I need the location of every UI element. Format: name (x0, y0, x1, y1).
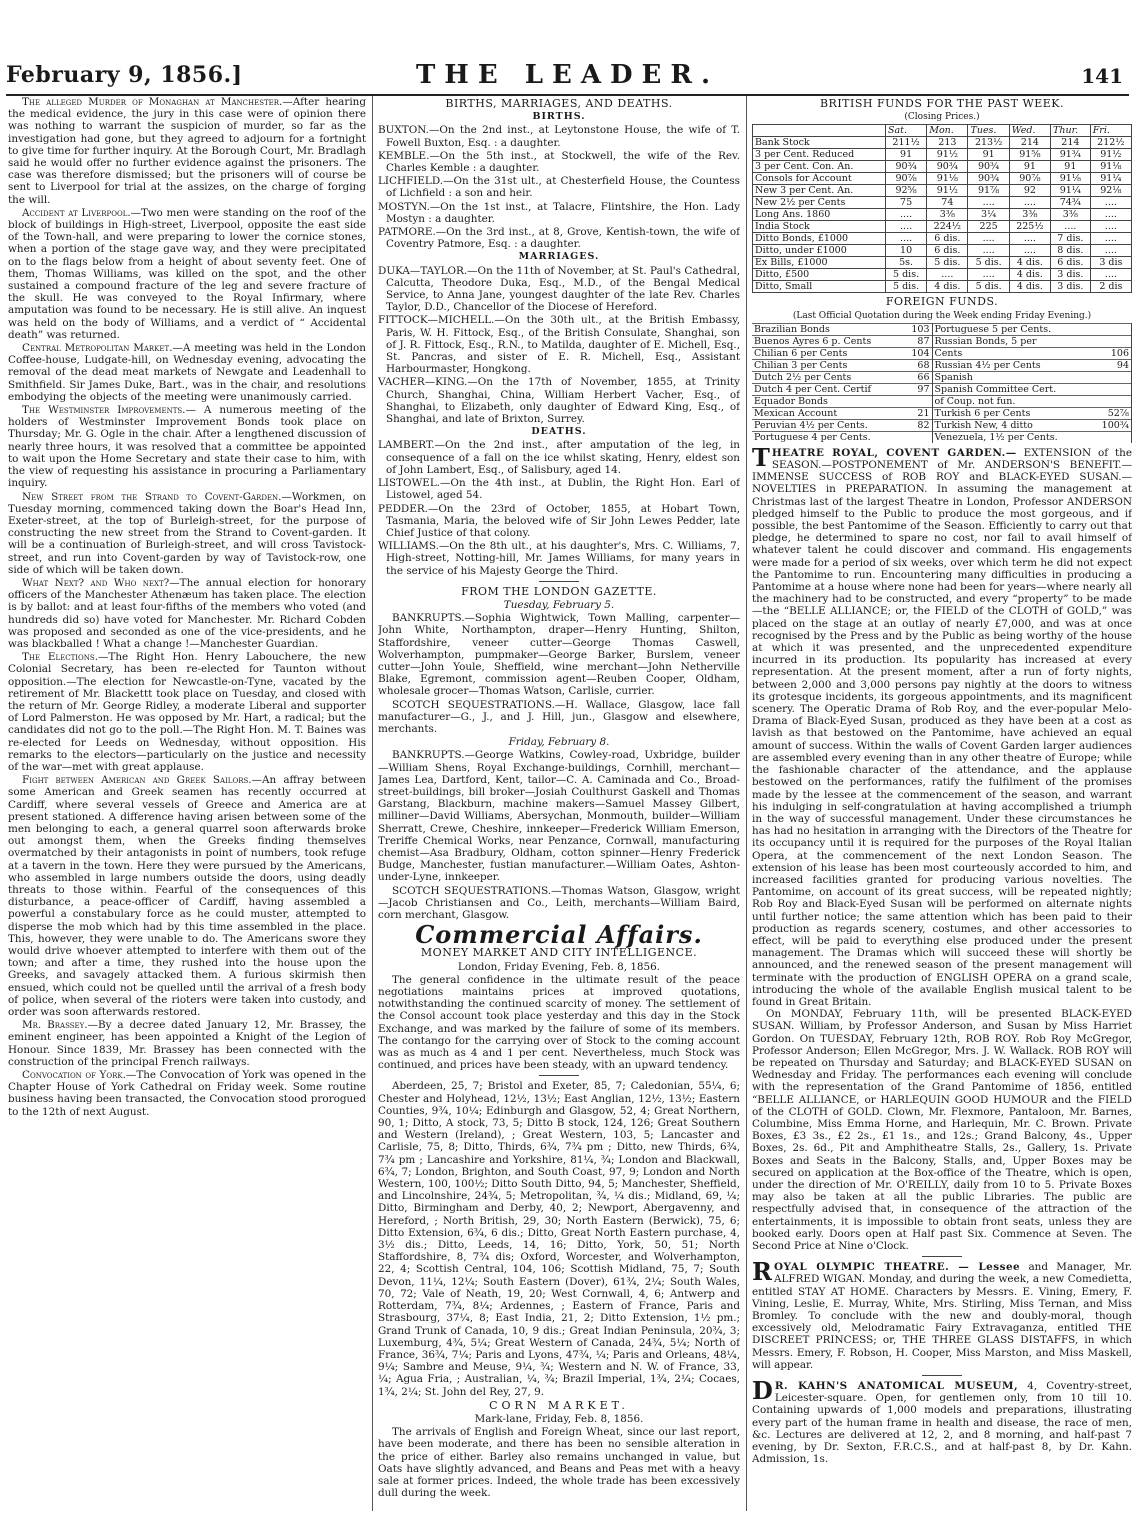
fund-price: 94 (1092, 359, 1132, 371)
article-heading: Central Metropolitan Market. (22, 342, 173, 355)
fund-price: 91½ (927, 185, 968, 197)
fund-name: Turkish New, 4 ditto (932, 419, 1092, 431)
death-notice: LISTOWEL.—On the 4th inst., at Dublin, the Right Hon. Earl of Listowel, aged 54. (378, 477, 740, 502)
fund-price: 91⅛ (1090, 161, 1131, 173)
marriage-notice: FITTOCK—MICHELL.—On the 30th ult., at the British Embassy, Paris, W. H. Fittock, Esq., of the British Consulate, Shanghai, son of J. R. Fittock, Esq., R.N., to Matilda, daughter of E. Michell, Esq., St. Pancras, and sister of E. R. Michell, Esq., Assistant Harbourmaster, Hongkong. (378, 314, 740, 376)
fund-price: .... (968, 245, 1009, 257)
british-funds-subtitle: (Closing Prices.) (904, 112, 980, 123)
table-row (753, 161, 1132, 173)
fund-price: 91 (1051, 161, 1091, 173)
separator (922, 1375, 962, 1376)
fund-name: Chilian 6 per Cents (752, 347, 904, 359)
article-text: —The annual election for honorary officers of the Manchester Athenæum has taken place. The election is by ballot: and at least four-fifths of the members who voted (and hundreds did so) have voted for Manchester. Mr. Richard Cobden was proposed and seconded as one of the vice-presidents, and he was blackballed ! What a change !—Manchester Guardian. (8, 576, 366, 650)
fund-name: Mexican Account (752, 407, 904, 419)
fund-price: 213 (927, 137, 968, 149)
news-article (8, 651, 366, 773)
fund-price: 8 dis. (1051, 245, 1091, 257)
article-text: —By a decree dated January 12, Mr. Brassey, the eminent engineer, has been appointed a Knight of the Legion of Honour. Since 1839, Mr. Brassey has been connected with the construction of the principal French railways. (8, 1019, 366, 1068)
table-header (753, 125, 1132, 137)
advert-covent-garden (752, 442, 1132, 1253)
advert-text: EXTENSION of the SEASON.—POSTPONEMENT of Mr. ANDERSON'S BENEFIT.—IMMENSE SUCCESS of ROB ROY and BLACK-EYED SUSAN.—NOVELTIES in PREPARATION. In assuming the management at Christmas last of the largest Theatre in London, Professor ANDERSON pledged himself to the Public to produce the most gorgeous, and if possible, the best Pantomime of the Season. Efficiently to carry out that pledge, he determined to spare no cost, nor fail to avail himself of whatever talent he could discover and command. His engagements were made for a period of six weeks, over which term he did not expect the Pantomime to run. Encountering many difficulties in producing a Pantomime at a house where none had been for years—where nearly all the machinery had to be constructed, and every “property” to be made—the “BELLE ALLIANCE; or, the FIELD of the CLOTH of GOLD,” was placed on the stage at an outlay of nearly £7,000, and was at once recognised by the Press and by the Public as being worthy of the house at which it was presented, and the unprecedented expenditure incurred in its production. Its popularity has increased at every representation. At the present moment, after a run of forty nights, between 2,000 and 3,000 persons pay nightly at the doors to witness its grotesque incidents, its gorgeous appointments, and its magnificent scenery. The Operatic Drama of Rob Roy, and the ever-popular Melo-Drama of Black-Eyed Susan, produced as they have been at a cost as lavish as that bestowed on the Pantomime, have achieved an equal amount of success. Within the walls of Covent Garden larger audiences are assembled every evening than in any other theatre of Europe; while the fashionable character of the attendance, and the applause bestowed on the performances, ratify the fulfilment of the promises made by the lessee at the commencement of the season, and warrant his indulging in self-congratulation at having accomplished a triumph in the way of successful management. Under these circumstances he has had no hesitation in arranging with the Directors of the Theatre for its occupancy until it is required for the purposes of the Royal Italian Opera, at the commencement of the next London Season. The extension of his lease has been most courteously accorded to him, and increased facilities granted for producing various novelties. The Pantomime, on account of its great success, will be repeated nightly; Rob Roy and Black-Eyed Susan will be performed on alternate nights until further notice; the same attention which has been paid to their production as regards scenery, costumes, and other accessories to effect, will be paid to everything else produced under the present management. The Dramas which will succeed these will shortly be announced, and the renewed season of the present management will terminate with the production of ENGLISH OPERA on a grand scale, introducing the whole of the available English musical talent to be found in Great Britain. (752, 446, 1132, 1008)
fund-name: Ditto, £500 (753, 269, 886, 281)
fund-price (1092, 371, 1132, 383)
fund-price: .... (1009, 245, 1050, 257)
gazette-bankrupts: BANKRUPTS.—George Watkins, Cowley-road, Uxbridge, builder—William Shens, Royal Exchange-buildings, Cornhill, merchant—James Lea, Dartford, Kent, tailor—C. A. Caminada and Co., Broad-street-buildings, bill broker—Josiah Coulthurst Gaskell and Thomas Garstang, Blackburn, machine makers—Samuel Massey Gilbert, milliner—David Williams, Abersychan, Monmouth, builder—William Sherratt, Crewe, Cheshire, innkeeper—Frederick William Emerson, Treriffe Chemical Works, near Penzance, Cornwall, manufacturing chemist—Asa Bradbury, Oldham, cotton spinner—Henry Frederick Budge, Manchester, fustian manufacturer.—William Oates, Ashton-under-Lyne, innkeeper. (378, 749, 740, 884)
table-row (752, 419, 1132, 431)
article-text: —Two men were standing on the roof of the block of buildings in High-street, Liverpool, opposite the east side of the Town-hall, and were preparing to lower the cornice stones, when a portion of the stage gave way, and they were precipitated on to the flags below from a height of about seventy feet. One of them, Thomas Williams, was killed on the spot, and the other sustained a compound fracture of the leg and severe fracture of the skull. He was conveyed to the Royal Infirmary, where amputation was found to be necessary. He is still alive. An inquest was held on the body of Williams, and a verdict of “ Accidental death” was returned. (8, 206, 366, 341)
fund-price: 91 (1009, 161, 1050, 173)
fund-price: 214 (1009, 137, 1050, 149)
table-row (753, 281, 1132, 293)
money-market-text: The general confidence in the ultimate result of the peace negotiations maintains prices at improved quotations, notwithstanding the continued scarcity of money. The settlement of the Consol account took place yesterday and this day in the Stock Exchange, and was marked by the failure of some of its members. The contango for the carrying over of Stock to the coming account was as much as 4 and 1 per cent. Nevertheless, much Stock was continued, and prices have been steady, with an upward tendency. (378, 973, 740, 1072)
fund-name: Ditto Bonds, £1000 (753, 233, 886, 245)
fund-price: 90¾ (927, 161, 968, 173)
gazette-date: Friday, February 8. (508, 736, 610, 749)
fund-price: 91 (968, 149, 1009, 161)
fund-name: 3 per Cent. Con. An. (753, 161, 886, 173)
fund-price: .... (1051, 221, 1091, 233)
column-header: Wed. (1009, 125, 1050, 137)
birth-notice: LICHFIELD.—On the 31st ult., at Chesterfield House, the Countess of Lichfield : a son and heir. (378, 175, 740, 200)
table-row (752, 431, 1132, 443)
fund-price (904, 431, 932, 443)
fund-price: 91½ (927, 149, 968, 161)
fund-price (904, 395, 932, 407)
fund-price: 3 dis. (1051, 269, 1091, 281)
column-header: Fri. (1090, 125, 1131, 137)
deaths-list (378, 439, 740, 576)
fund-name: Spanish Committee Cert. (932, 383, 1092, 395)
fund-name: Consols for Account (753, 173, 886, 185)
fund-price: 91½ (1090, 149, 1131, 161)
article-heading: The Westminster Improvements. (22, 404, 186, 417)
marriages-list (378, 265, 740, 426)
separator (539, 581, 579, 582)
separator (539, 1075, 579, 1076)
fund-price: 212½ (1090, 137, 1131, 149)
column-header: Mon. (927, 125, 968, 137)
marriage-notice: VACHER—KING.—On the 17th of November, 1855, at Trinity Church, Shanghai, China, William Herbert Vacher, Esq., of Shanghai, to Elizabeth, only daughter of Edward King, Esq., of Shanghai, and late of Brixton, Surrey. (378, 376, 740, 426)
railway-prices: Aberdeen, 25, 7; Bristol and Exeter, 85, 7; Caledonian, 55¼, 6; Chester and Holyhead, 12½, 13½; East Anglian, 12½, 13½; Eastern Counties, 9¾, 10¼; Edinburgh and Glasgow, 52, 4; Great Northern, 90, 1; Ditto, A stock, 73, 5; Ditto B stock, 124, 126; Great Southern and Western (Ireland), ; Great Western, 103, 5; Lancaster and Carlisle, 75, 8; Ditto, Thirds, 6¾, 7¾ pm ; Ditto, new Thirds, 6¾, 7¾ pm ; Lancashire and Yorkshire, 81¼, ¾; London and Blackwall, 6¾, 7; London, Brighton, and South Coast, 97, 9; London and North Western, 100, 100½; Ditto South Ditto, 94, 5; Manchester, Sheffield, and Lincolnshire, 24¾, 5; Metropolitan, ¾, ¼ dis.; Midland, 69, ¼; Ditto, Birmingham and Derby, 40, 2; Newport, Abergavenny, and Hereford, ; North British, 29, 30; North Eastern (Berwick), 75, 6; Ditto Extension, 6¾, 6 dis.; Ditto, Great North Eastern purchase, 4, 3½ dis.; Ditto, Leeds, 14, 16; Ditto, York, 50, 51; North Staffordshire, 8, 7¾ dis; Oxford, Worcester, and Wolverhampton, 22, 4; Scottish Central, 104, 106; Scottish Midland, 75, 7; South Devon, 11¼, 12¼; South Eastern (Dover), 61¾, 2¼; South Wales, 70, 72; Vale of Neath, 19, 20; West Cornwall, 4, 6; Antwerp and Rotterdam, 7¾, 8¼; Ardennes, ; Eastern of France, Paris and Strasbourg, 37¼, 8; East India, 21, 2; Ditto Extension, 1½ pm.; Grand Trunk of Canada, 10, 9 dis.; Great Indian Peninsula, 20¾, 3; Luxemburg, 4¾, 5¼; Great Western of Canada, 24¾, 5¼; North of France, 36¾, 7¼; Paris and Lyons, 47¾, ¼; Paris and Orleans, 48¼, 9¼; Sambre and Meuse, 9¼, ¾; Western and N. W. of France, 33, ¼; Agua Fria, ; Australian, ¼, ¾; Brazil Imperial, 1¾, 2¼; Cocaes, 1¾, 2¼; St. John del Rey, 27, 9. (378, 1080, 740, 1398)
table-row (753, 245, 1132, 257)
deaths-heading: DEATHS. (531, 426, 587, 438)
drop-cap: T (752, 442, 770, 472)
fund-price: 3 dis (1090, 257, 1131, 269)
fund-price: 74 (927, 197, 968, 209)
fund-price: 5 dis. (885, 269, 926, 281)
foreign-funds-table (752, 323, 1132, 443)
birth-notice: PATMORE.—On the 3rd inst., at 8, Grove, Kentish-town, the wife of Coventry Patmore, Esq. : a daughter. (378, 226, 740, 251)
fund-price: .... (1090, 245, 1131, 257)
article-text: —The Convocation of York was opened in the Chapter House of York Cathedral on Friday week. Some routine business having been transacted, the Convocation stood prorogued to the 12th of next August. (8, 1069, 366, 1118)
table-row (753, 137, 1132, 149)
advert-text: On MONDAY, February 11th, will be presented BLACK-EYED SUSAN. William, by Professor Anderson, and Susan by Miss Harriet Gordon. On TUESDAY, February 12th, ROB ROY. Rob Roy McGregor, Professor Anderson; Ellen McGregor, Mrs. J. W. Wallack. ROB ROY will be repeated on Thursday and Saturday; and BLACK-EYED SUSAN on Wednesday and Friday. The performances each evening will conclude with the representation of the Grand Pantomime of 1856, entitled “BELLE ALLIANCE, or HARLEQUIN GOOD HUMOUR and the FIELD of the CLOTH of GOLD. Clown, Mr. Flexmore, Pantaloon, Mr. Barnes, Columbine, Miss Emma Horne, and Harlequin, Mr. C. Brown. Private Boxes, £3 3s., £2 2s., £1 1s., and 12s.; Grand Balcony, 4s., Upper Boxes, 2s. 6d., Pit and Amphitheatre Stalls, 2s., Gallery, 1s. Private Boxes and Seats in the Balcony, Stalls, and, Upper Boxes may be secured on application at the Box-office of the Theatre, which is open, under the direction of Mr. O'REILLY, daily from 10 to 5. Private Boxes may also be taken at all the public Libraries. The public are respectfully advised that, in consequence of the attraction of the entertainments, it is impossible to obtain front seats, unless they are booked early. Doors open at Half past Six. Commence at Seven. The Second Price at Nine o'Clock. (752, 1008, 1132, 1253)
news-article (8, 207, 366, 341)
fund-price (1092, 323, 1132, 335)
article-text: — A numerous meeting of the holders of Westminster Improvement Bonds took place on Thursday; Mr. G. Ogle in the chair. After a lengthened discussion of nearly three hours, it was resolved that a committee be appointed to wait upon the Home Secretary and state their case to him, with the view of requesting his assistance in procuring a Parliamentary inquiry. (8, 404, 366, 490)
fund-price: 4 dis. (1009, 281, 1050, 293)
advert-heading: OYAL OLYMPIC THEATRE. — Lessee (773, 1261, 1021, 1274)
table-row (752, 407, 1132, 419)
fund-price: 92⅝ (885, 185, 926, 197)
fund-price: .... (1090, 209, 1131, 221)
table-row (752, 335, 1132, 347)
column-notices (378, 96, 740, 1515)
fund-price (1092, 395, 1132, 407)
fund-price: 68 (904, 359, 932, 371)
article-heading: The Elections. (22, 651, 99, 664)
fund-name: Buenos Ayres 6 p. Cents (752, 335, 904, 347)
fund-name: of Coup. not fun. (932, 395, 1092, 407)
money-market-title: MONEY MARKET AND CITY INTELLIGENCE. (420, 946, 698, 960)
fund-name: Long Ans. 1860 (753, 209, 886, 221)
column-header: Tues. (968, 125, 1009, 137)
issue-date: February 9, 1856.] (6, 62, 243, 88)
table-row (752, 371, 1132, 383)
fund-price: 87 (904, 335, 932, 347)
british-funds-table (752, 124, 1132, 293)
fund-price: 75 (885, 197, 926, 209)
fund-name: Dutch 4 per Cent. Certif (752, 383, 904, 395)
money-market-date: London, Friday Evening, Feb. 8, 1856. (457, 960, 661, 973)
fund-name: Equador Bonds (752, 395, 904, 407)
fund-name: Ditto, Small (753, 281, 886, 293)
fund-price: 100¾ (1092, 419, 1132, 431)
masthead (6, 60, 1129, 96)
marriages-heading: MARRIAGES. (518, 251, 600, 263)
birth-notice: KEMBLE.—On the 5th inst., at Stockwell, the wife of the Rev. Charles Kemble : a daughter. (378, 149, 740, 175)
corn-market-title: CORN MARKET. (489, 1398, 629, 1412)
fund-price: 92 (1009, 185, 1050, 197)
fund-price: 52⅞ (1092, 407, 1132, 419)
fund-price: 104 (904, 347, 932, 359)
fund-price: 90¾ (885, 161, 926, 173)
corn-market-date: Mark-lane, Friday, Feb. 8, 1856. (474, 1412, 644, 1425)
advert-heading: HEATRE ROYAL, COVENT GARDEN.— (771, 446, 1017, 459)
fund-name: Ditto, under £1000 (753, 245, 886, 257)
article-heading: Accident at Liverpool. (22, 206, 131, 219)
fund-price: 92⅛ (1090, 185, 1131, 197)
article-heading: New Street from the Strand to Covent-Garden. (22, 490, 282, 503)
fund-price: 66 (904, 371, 932, 383)
fund-price: .... (1090, 233, 1131, 245)
gazette-sequestrations: SCOTCH SEQUESTRATIONS.—H. Wallace, Glasgow, lace fall manufacturer—G., J., and J. Hill, jun., Glasgow and elsewhere, merchants. (378, 698, 740, 735)
fund-price: 3⅜ (1051, 209, 1091, 221)
fund-price: 225 (968, 221, 1009, 233)
fund-price: .... (885, 221, 926, 233)
fund-price: 225½ (1009, 221, 1050, 233)
fund-name: Bank Stock (753, 137, 886, 149)
fund-price: .... (885, 233, 926, 245)
gazette-title: FROM THE LONDON GAZETTE. (461, 584, 657, 598)
column-news (8, 96, 366, 1515)
fund-price: 3⅜ (1009, 209, 1050, 221)
birth-notice: MOSTYN.—On the 1st inst., at Talacre, Flintshire, the Hon. Lady Mostyn : a daughter. (378, 200, 740, 225)
death-notice: PEDDER.—On the 23rd of October, 1855, at Hobart Town, Tasmania, Maria, the beloved wife of Sir John Lewes Pedder, late Chief Justice of that colony. (378, 502, 740, 539)
fund-price: 91⅛ (1051, 173, 1091, 185)
fund-name: New 3 per Cent. An. (753, 185, 886, 197)
table-row (752, 347, 1132, 359)
newspaper-title: THE LEADER. (415, 60, 720, 90)
fund-price: 106 (1092, 347, 1132, 359)
page-number: 141 (1081, 64, 1123, 88)
news-article (8, 96, 366, 206)
foreign-funds-subtitle: (Last Official Quotation during the Week ending Friday Evening.) (792, 310, 1092, 321)
table-row (753, 221, 1132, 233)
fund-price: 4 dis. (927, 281, 968, 293)
foreign-funds-title: FOREIGN FUNDS. (885, 295, 999, 309)
table-row (753, 209, 1132, 221)
fund-name: Russian Bonds, 5 per (932, 335, 1092, 347)
fund-price: 90¾ (968, 173, 1009, 185)
fund-price: 21 (904, 407, 932, 419)
fund-name: Brazilian Bonds (752, 323, 904, 335)
table-row (753, 269, 1132, 281)
fund-name: Turkish 6 per Cents (932, 407, 1092, 419)
advert-heading: R. KAHN'S ANATOMICAL MUSEUM, (774, 1380, 1019, 1393)
fund-price: 103 (904, 323, 932, 335)
fund-name: Peruvian 4½ per Cents. (752, 419, 904, 431)
fund-price: 90¾ (968, 161, 1009, 173)
article-heading: What Next? and Who next? (22, 576, 170, 589)
fund-price: .... (1090, 221, 1131, 233)
fund-price: 4 dis. (1009, 257, 1050, 269)
fund-price: 211½ (885, 137, 926, 149)
fund-price: .... (1009, 197, 1050, 209)
column-header: Thur. (1051, 125, 1091, 137)
fund-price: .... (1090, 269, 1131, 281)
article-text: —An affray between some American and Greek seamen has recently occurred at Cardiff, where several vessels of Greece and America are at present stationed. A difference having arisen between some of the men belonging to each, a general quarrel soon afterwards broke out amongst them, when the Greeks finding themselves overmatched by their antagonists in point of numbers, took refuge at a tavern in the town. Here they were pursued by the Americans, who assembled in large numbers outside the doors, using deadly threats to those within. Fearful of the consequences of this disturbance, a peace-officer of Cardiff, having assembled a powerful a constabulary force as he could muster, attempted to disperse the mob which had by this time assembled in the place. This, however, they were unable to do. The Americans swore they would drive whoever attempted to interfere with them out of the town; and after a time, they rushed into the house upon the Greeks, and savagely attacked them. A furious skirmish then ensued, which could not be quelled until the arrival of a fresh body of police, when several of the rioters were taken into custody, and order was soon afterwards restored. (8, 774, 366, 1019)
corn-market-text: The arrivals of English and Foreign Wheat, since our last report, have been moderate, and there has been no sensible alteration in the price of either. Barley also remains unchanged in value, but Oats have slightly advanced, and Beans and Peas met with a heavy sale at former prices. Indeed, the whole trade has been excessively dull during the week. (378, 1426, 740, 1500)
fund-name: 3 per Cent. Reduced (753, 149, 886, 161)
article-heading: Mr. Brassey. (22, 1019, 88, 1032)
fund-price: 10 (885, 245, 926, 257)
fund-price: 91¾ (1051, 149, 1091, 161)
table-row (753, 233, 1132, 245)
fund-price: 6 dis. (1051, 257, 1091, 269)
fund-price (1092, 383, 1132, 395)
fund-price: 3 dis. (1051, 281, 1091, 293)
column-header (753, 125, 886, 137)
fund-price: 91¼ (1090, 173, 1131, 185)
fund-price: 91⅛ (927, 173, 968, 185)
fund-price: .... (1090, 197, 1131, 209)
fund-name: Spanish (932, 371, 1092, 383)
birth-notice: BUXTON.—On the 2nd inst., at Leytonstone House, the wife of T. Fowell Buxton, Esq. : a daughter. (378, 124, 740, 149)
news-article (8, 774, 366, 1018)
article-text: —Workmen, on Tuesday morning, commenced taking down the Boar's Head Inn, Exeter-street, at the top of Burleigh-street, for the purpose of constructing the new street from the Strand to Covent-garden. It will be a continuation of Burleigh-street, and will cross Tavistock-street, and run into Covent-garden by way of Tavistock-row, one side of which will be taken down. (8, 490, 366, 576)
table-row (753, 197, 1132, 209)
fund-price: 82 (904, 419, 932, 431)
drop-cap: R (752, 1257, 772, 1287)
table-row (752, 395, 1132, 407)
fund-price: .... (968, 197, 1009, 209)
fund-price: 3⅜ (927, 209, 968, 221)
drop-cap: D (752, 1376, 773, 1406)
commercial-affairs-heading: Commercial Affairs. (415, 920, 703, 950)
fund-price: 213½ (968, 137, 1009, 149)
table-row (753, 185, 1132, 197)
gazette-sequestrations: SCOTCH SEQUESTRATIONS.—Thomas Watson, Glasgow, wright—Jacob Christiansen and Co., Leith, merchants—William Baird, corn merchant, Glasgow. (378, 884, 740, 921)
table-row (753, 257, 1132, 269)
article-text: —A meeting was held in the London Coffee-house, Ludgate-hill, on Wednesday evening, advocating the removal of the dead meat markets of Newgate and Leadenhall to Smithfield. Sir James Duke, Bart., was in the chair, and resolutions embodying the objects of the meeting were unanimously carried. (8, 342, 366, 403)
fund-price: 6 dis. (927, 233, 968, 245)
fund-price (1092, 431, 1132, 443)
fund-price: 90⅞ (885, 173, 926, 185)
article-text: —After hearing the medical evidence, the jury in this case were of opinion there was nothing to warrant the suspicion of murder, so far as the investigation had gone, but they agreed to adjourn for a fortnight to give time for further inquiry. At the Borough Court, Mr. Bradlagh said he would offer no further evidence against the prisoners. The case was therefore dismissed; but the prisoners will of course be sent to Liverpool for trial at the assizes, on the charge of forging the will. (8, 96, 366, 206)
fund-name: Venezuela, 1½ per Cents. (932, 431, 1092, 443)
fund-price: 91 (885, 149, 926, 161)
news-article (8, 404, 366, 489)
table-row (752, 359, 1132, 371)
death-notice: WILLIAMS.—On the 8th ult., at his daughter's, Mrs. C. Williams, 7, High-street, Notting-hill, Mr. James Williams, for many years in the service of his Majesty George the Third. (378, 540, 740, 577)
fund-price: .... (927, 269, 968, 281)
fund-name: Dutch 2½ per Cents (752, 371, 904, 383)
british-funds-title: BRITISH FUNDS FOR THE PAST WEEK. (819, 97, 1065, 110)
news-article (8, 491, 366, 576)
fund-price: 5 dis. (968, 281, 1009, 293)
news-article (8, 342, 366, 403)
gazette-date: Tuesday, February 5. (503, 598, 615, 611)
fund-price: 5s. (885, 257, 926, 269)
fund-price: 97 (904, 383, 932, 395)
advert-text: and Manager, Mr. ALFRED WIGAN. Monday, and during the week, a new Comedietta, entitled STAY AT HOME. Characters by Messrs. E. Vining, Emery, F. Vining, Leslie, E. Murray, White, Mrs. Stirling, Miss Ternan, and Miss Bromley. To conclude with the new and doubly-moral, though excessively old, Melodramatic Fairy Extravaganza, entitled THE DISCREET PRINCESS; or, THE THREE GLASS DISTAFFS, in which Messrs. Emery, F. Robson, H. Cooper, Miss Marston, and Miss Maskell, will appear. (752, 1261, 1132, 1371)
fund-price (1092, 335, 1132, 347)
fund-price: .... (968, 233, 1009, 245)
fund-name: Portuguese 4 per Cents. (752, 431, 904, 443)
news-article (8, 1019, 366, 1068)
fund-name: Chilian 3 per Cents (752, 359, 904, 371)
article-heading: Fight between American and Greek Sailors. (22, 774, 252, 787)
marriage-notice: DUKA—TAYLOR.—On the 11th of November, at St. Paul's Cathedral, Calcutta, Theodore Duka, Esq., M.D., of the Bengal Medical Service, to Anna Jane, youngest daughter of the late Rev. Charles Taylor, D.D., Chancellor of the Diocese of Hereford. (378, 264, 740, 314)
bmd-title: BIRTHS, MARRIAGES, AND DEATHS. (445, 97, 673, 110)
births-heading: BIRTHS. (532, 111, 586, 123)
fund-price: 3¼ (968, 209, 1009, 221)
news-article (8, 577, 366, 650)
fund-price: 91¼ (1051, 185, 1091, 197)
advert-olympic-theatre (752, 1257, 1132, 1371)
table-row (752, 383, 1132, 395)
fund-name: Russian 4½ per Cents (932, 359, 1092, 371)
fund-price: 2 dis (1090, 281, 1131, 293)
news-article (8, 1069, 366, 1118)
column-header: Sat. (885, 125, 926, 137)
fund-name: India Stock (753, 221, 886, 233)
separator (922, 1256, 962, 1257)
fund-price: .... (885, 209, 926, 221)
fund-name: New 2½ per Cents (753, 197, 886, 209)
fund-price: 6 dis. (927, 245, 968, 257)
fund-price: 5 dis. (927, 257, 968, 269)
births-list (378, 124, 740, 250)
death-notice: LAMBERT.—On the 2nd inst., after amputation of the leg, in consequence of a fall on the ice whilst skating, Henry, eldest son of John Lambert, Esq., of Salisbury, aged 14. (378, 439, 740, 476)
fund-price: 224½ (927, 221, 968, 233)
article-heading: The alleged Murder of Monaghan at Manchester. (22, 96, 283, 108)
advert-text: 4, Coventry-street, Leicester-square. Open, for gentlemen only, from 10 till 10. Containing upwards of 1,000 models and preparations, illustrating every part of the human frame in health and disease, the race of men, &c. Lectures are delivered at 12, 2, and 8 morning, and half-past 7 evening, by Dr. Sexton, F.R.C.S., and at half-past 8, by Dr. Kahn. Admission, 1s. (752, 1380, 1132, 1466)
fund-price: 5 dis. (968, 257, 1009, 269)
article-text: —The Right Hon. Henry Labouchere, the new Colonial Secretary, has been re-elected for Taunton without opposition.—The election for Newcastle-on-Tyne, vacated by the retirement of Mr. Blackettt took place on Tuesday, and closed with the return of Mr. George Ridley, a moderate Liberal and supporter of Lord Palmerston. He was opposed by Mr. Hart, a radical; but the candidates did not go to the poll.—The Right Hon. M. T. Baines was re-elected for Leeds on Wednesday, without opposition. His remarks to the electors—particularly on the justice and necessity of the war—met with great applause. (8, 651, 366, 773)
table-row (752, 323, 1132, 335)
fund-price: 7 dis. (1051, 233, 1091, 245)
fund-price: .... (1009, 233, 1050, 245)
column-rule (746, 96, 747, 1511)
fund-price: 74¾ (1051, 197, 1091, 209)
column-rule (372, 96, 373, 1511)
fund-price: 214 (1051, 137, 1091, 149)
fund-price: 90⅞ (1009, 173, 1050, 185)
fund-name: Cents (932, 347, 1092, 359)
column-markets-ads (752, 96, 1132, 1515)
fund-price: 91⅞ (968, 185, 1009, 197)
table-row (753, 173, 1132, 185)
gazette-bankrupts: BANKRUPTS.—Sophia Wightwick, Town Malling, carpenter—John White, Northampton, draper—Henry Hunting, Shilton, Staffordshire, veneer cutter—George Thomas Caswell, Wolverhampton, pumpmaker—George Barker, Burslem, veneer cutter—John Youle, Sheffield, wine merchant—John Netherville Blake, Egremont, commission agent—Reuben Cooper, Oldham, wholesale grocer—Thomas Watson, Carlisle, currier. (378, 612, 740, 698)
article-heading: Convocation of York. (22, 1069, 126, 1082)
fund-price: .... (968, 269, 1009, 281)
fund-price: 5 dis. (885, 281, 926, 293)
fund-price: 4 dis. (1009, 269, 1050, 281)
fund-name: Portuguese 5 per Cents. (932, 323, 1092, 335)
advert-anatomical-museum (752, 1376, 1132, 1466)
fund-price: 91⅝ (1009, 149, 1050, 161)
fund-name: Ex Bills, £1000 (753, 257, 886, 269)
table-row (753, 149, 1132, 161)
